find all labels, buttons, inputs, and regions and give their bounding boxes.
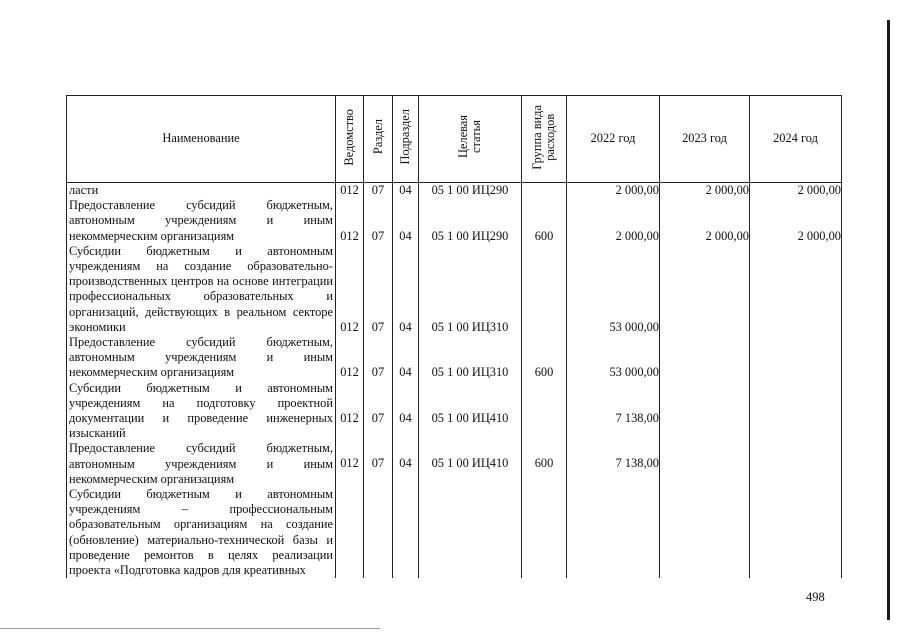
ved-cell: 012 [340,183,359,197]
y2023-cell: 2 000,00 [705,228,749,243]
y2022-cell: 2 000,00 [615,183,659,197]
celevaya-cell: 05 1 00 ИЦ290 [431,228,509,243]
podrazdel-cell: 04 [399,319,412,334]
podrazdel-cell: 04 [399,228,412,243]
year-2024-column [750,183,842,579]
razdel-cell: 07 [371,410,385,425]
y2024-cell [750,456,841,471]
y2023-cell [660,411,749,426]
name-entry: Субсидии бюджетным и автономным учреждениям на подготовку проектной документации и проведение инженерных изысканий [69,380,333,441]
y2022-cell: 7 138,00 [615,456,659,471]
razdel-cell: 07 [371,183,385,197]
scan-bottom-line [0,628,380,629]
budget-table [66,95,842,578]
podrazdel-cell: 04 [399,456,412,471]
gruppa-cell: 600 [534,456,554,471]
name-entry: Предоставление субсидий бюджетным, автономным учреждениям и иным некоммерческим организациям [69,198,333,243]
y2022-cell: 7 138,00 [615,410,659,425]
page-number: 498 [806,590,825,604]
header-razdel: Раздел [364,96,393,183]
ved-cell: 012 [340,319,359,334]
header-vedomstvo: Ведомство [336,96,364,183]
header-2024: 2024 год [750,96,842,183]
header-podrazdel: Подраздел [393,96,419,183]
celevaya-column [419,183,522,579]
razdel-cell: 07 [371,365,385,380]
celevaya-cell: 05 1 00 ИЦ310 [431,365,509,380]
name-column [67,183,336,579]
y2023-cell [660,320,749,335]
header-celevaya-statya: Целевая статья [419,96,522,183]
vedomstvo-column [336,183,364,579]
table-body-row [67,183,842,579]
name-entry: Субсидии бюджетным и автономным учреждениям – профессиональным образовательным организациям на создание (обновление) материально-технической базы и проведение ремонтов в целях реализации проекта «Подготовка кадров для креативных [69,487,333,578]
razdel-cell: 07 [371,228,385,243]
gruppa-cell [522,411,566,426]
ved-cell: 012 [340,410,359,425]
year-2023-column [660,183,750,579]
celevaya-cell: 05 1 00 ИЦ410 [431,456,509,471]
y2022-cell: 53 000,00 [609,319,659,334]
podrazdel-cell: 04 [399,365,412,380]
name-entry: Предоставление субсидий бюджетным, автономным учреждениям и иным некоммерческим организациям [69,441,333,486]
gruppa-cell [522,183,566,198]
podrazdel-column [393,183,419,579]
ved-cell: 012 [340,365,359,380]
celevaya-cell: 05 1 00 ИЦ290 [431,183,509,197]
gruppa-cell [522,320,566,335]
celevaya-cell: 05 1 00 ИЦ310 [431,319,509,334]
header-2022: 2022 год [567,96,660,183]
header-name: Наименование [67,96,336,183]
razdel-column [364,183,393,579]
gruppa-column [522,183,567,579]
y2024-cell: 2 000,00 [797,183,841,197]
y2022-cell: 53 000,00 [609,365,659,380]
celevaya-cell: 05 1 00 ИЦ410 [431,410,509,425]
razdel-cell: 07 [371,456,385,471]
gruppa-cell: 600 [534,228,554,243]
y2023-cell: 2 000,00 [705,183,749,197]
scan-edge-bar [887,20,890,620]
name-entry: Субсидии бюджетным и автономным учреждениям на создание образовательно-производственных центров на основе интеграции профессиональных образовательных и организаций, действующих в реальном секторе экономики [69,243,333,334]
name-entry: ласти [69,183,99,197]
y2023-cell [660,365,749,380]
podrazdel-cell: 04 [399,410,412,425]
ved-cell: 012 [340,228,359,243]
y2024-cell [750,411,841,426]
year-2022-column [567,183,660,579]
name-entry: Предоставление субсидий бюджетным, автономным учреждениям и иным некоммерческим организациям [69,335,333,380]
gruppa-cell: 600 [534,365,554,380]
y2023-cell [660,456,749,471]
header-gruppa-rashodov: Группа вида расходов [522,96,567,183]
razdel-cell: 07 [371,319,385,334]
y2024-cell: 2 000,00 [797,228,841,243]
ved-cell: 012 [340,456,359,471]
table-header-row [67,96,842,183]
y2022-cell: 2 000,00 [615,228,659,243]
y2024-cell [750,320,841,335]
y2024-cell [750,365,841,380]
header-2023: 2023 год [660,96,750,183]
podrazdel-cell: 04 [399,183,412,197]
